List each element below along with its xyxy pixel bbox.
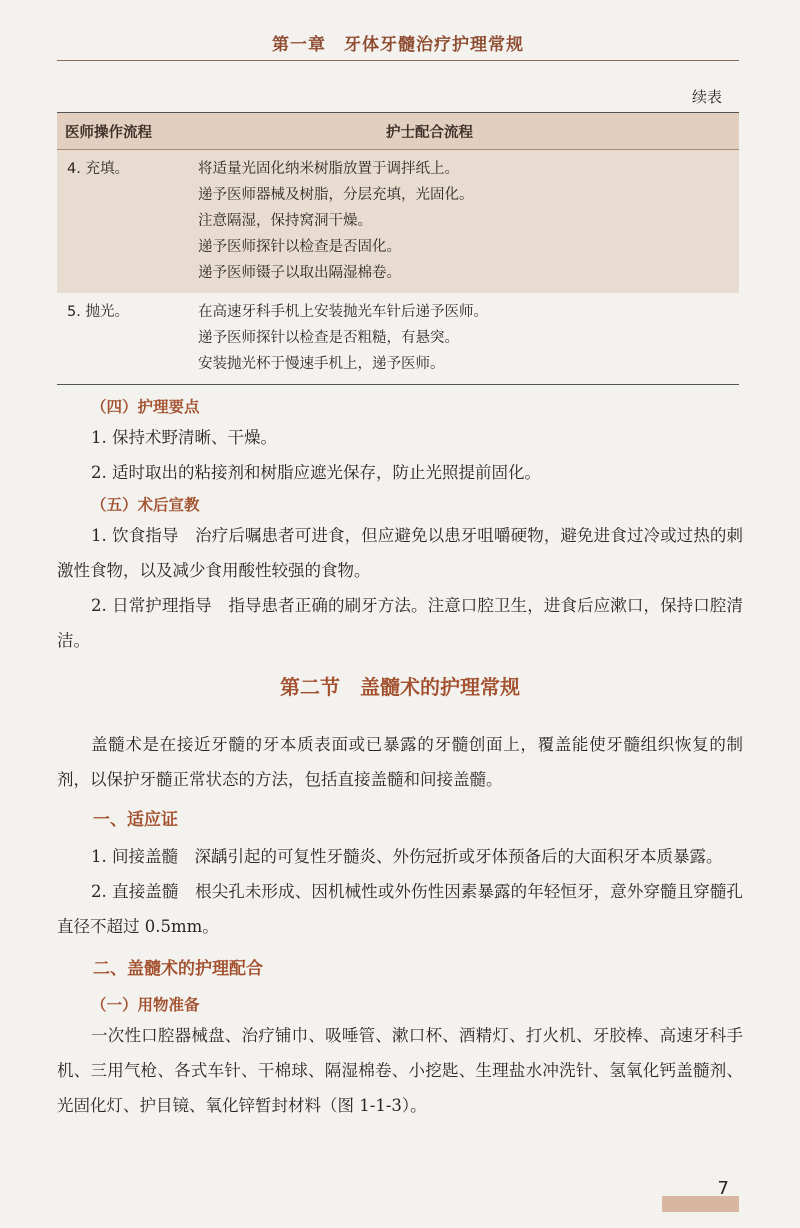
paragraph: 盖髓术是在接近牙髓的牙本质表面或已暴露的牙髓创面上，覆盖能使牙髓组织恢复的制剂，以保护牙髓正常状态的方法，包括直接盖髓和间接盖髓。 xyxy=(57,735,743,789)
nurse-steps xyxy=(198,299,739,377)
heading: 二、盖髓术的护理配合 xyxy=(93,959,263,979)
heading: 一、适应证 xyxy=(93,810,178,830)
running-header xyxy=(57,28,739,61)
table-row xyxy=(57,150,739,293)
nursing-section xyxy=(57,394,743,658)
paragraph: 2. 日常护理指导 指导患者正确的刷牙方法。注意口腔卫生，进食后应漱口，保持口腔清洁。 xyxy=(57,596,743,650)
nurse-step-line: 递予医师器械及树脂，分层充填，光固化。 xyxy=(198,187,474,203)
paragraph: 1. 间接盖髓 深龋引起的可复性牙髓炎、外伤冠折或牙体预备后的大面积牙本质暴露。 xyxy=(91,847,723,866)
nurse-step-line: 将适量光固化纳米树脂放置于调拌纸上。 xyxy=(198,161,459,177)
chapter-title: 第一章 牙体牙髓治疗护理常规 xyxy=(272,35,524,55)
nurse-step-line: 递予医师镊子以取出隔湿棉卷。 xyxy=(198,265,401,281)
page-number: 7 xyxy=(717,1178,729,1199)
pulp-capping-section xyxy=(57,727,743,1123)
nurse-step-line: 注意隔湿，保持窝洞干燥。 xyxy=(198,213,372,229)
doctor-step: 4. 充填。 xyxy=(67,161,129,177)
subsection-title: （一）用物准备 xyxy=(91,996,200,1014)
col-doctor-header: 医师操作流程 xyxy=(65,124,152,141)
paragraph: 2. 直接盖髓 根尖孔未形成、因机械性或外伤性因素暴露的年轻恒牙，意外穿髓且穿髓孔直径不超过 0.5mm。 xyxy=(57,882,743,936)
nurse-step-line: 递予医师探针以检查是否粗糙，有悬突。 xyxy=(198,330,459,346)
table-row xyxy=(57,293,739,384)
paragraph: 2. 适时取出的粘接剂和树脂应遮光保存，防止光照提前固化。 xyxy=(91,463,541,482)
subsection-title: （五）术后宣教 xyxy=(91,496,200,514)
nurse-step-line: 安装抛光杯于慢速手机上，递予医师。 xyxy=(198,356,445,372)
nurse-step-line: 递予医师探针以检查是否固化。 xyxy=(198,239,401,255)
section-title: 第二节 盖髓术的护理常规 xyxy=(280,675,520,699)
nurse-step-line: 在高速牙科手机上安装抛光车针后递予医师。 xyxy=(198,304,488,320)
subsection-title: （四）护理要点 xyxy=(91,398,200,416)
nurse-steps xyxy=(198,156,739,286)
col-nurse-header: 护士配合流程 xyxy=(386,124,473,141)
continued-label: 续表 xyxy=(691,88,722,106)
table-header xyxy=(57,113,739,150)
paragraph: 一次性口腔器械盘、治疗铺巾、吸唾管、漱口杯、酒精灯、打火机、牙胶棒、高速牙科手机、三用气枪、各式车针、干棉球、隔湿棉卷、小挖匙、生理盐水冲洗针、氢氧化钙盖髓剂、光固化灯、护目镜、氧化锌暂封材料（图 1-1-3）。 xyxy=(57,1026,743,1115)
page-number-tab xyxy=(662,1178,739,1212)
paragraph: 1. 保持术野清晰、干燥。 xyxy=(91,428,277,447)
paragraph: 1. 饮食指导 治疗后嘱患者可进食，但应避免以患牙咀嚼硬物，避免进食过冷或过热的刺激性食物，以及减少食用酸性较强的食物。 xyxy=(57,526,743,580)
doctor-step: 5. 抛光。 xyxy=(67,304,129,320)
procedure-table xyxy=(57,112,739,385)
